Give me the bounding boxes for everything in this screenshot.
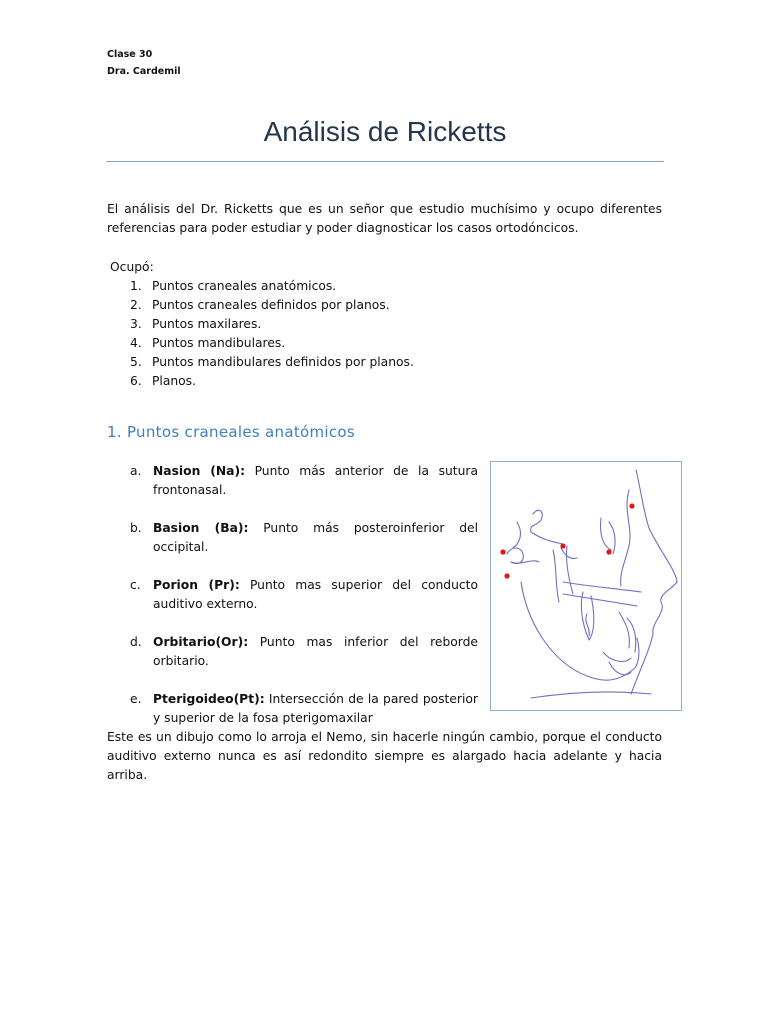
list-item (130, 296, 414, 315)
definition-text: Punto más anterior de la sutura frontonasal. (153, 464, 478, 497)
definition-list (130, 462, 478, 747)
definition-term: Nasion (Na): (153, 464, 246, 478)
cephalometric-figure (490, 461, 682, 711)
list-text: Puntos mandibulares definidos por planos. (152, 355, 414, 370)
definition-letter: e. (130, 692, 142, 706)
definition-term: Pterigoideo(Pt): (153, 692, 265, 706)
page-title: Análisis de Ricketts (263, 116, 507, 147)
ocupo-label: Ocupó: (110, 260, 154, 274)
list-item (130, 334, 414, 353)
definition-item-basion (130, 519, 478, 557)
definition-term: Orbitario(Or): (153, 635, 249, 649)
list-number: 1. (130, 279, 142, 293)
definition-letter: d. (130, 635, 142, 649)
instructor-label: Dra. Cardemil (107, 66, 181, 77)
list-text: Puntos mandibulares. (152, 336, 286, 351)
list-item (130, 315, 414, 334)
list-item (130, 353, 414, 372)
list-number: 6. (130, 374, 142, 389)
pterigoideo-point (560, 543, 565, 548)
list-number: 5. (130, 355, 142, 370)
list-text: Planos. (152, 374, 196, 389)
definition-text: Punto más posteroinferior del occipital. (153, 521, 478, 554)
definition-text: Punto mas inferior del reborde orbitario. (153, 635, 478, 668)
section-heading: 1. Puntos craneales anatómicos (107, 423, 355, 441)
definition-text: Punto mas superior del conducto auditivo externo. (153, 578, 478, 611)
basion-point (504, 573, 509, 578)
intro-paragraph: El análisis del Dr. Ricketts que es un señor que estudio muchísimo y ocupo diferentes referencias para poder estudiar y poder diagnosticar los casos ortodóncicos. (107, 202, 662, 235)
list-text: Puntos craneales anatómicos. (152, 279, 337, 293)
porion-point (500, 549, 505, 554)
title-divider (106, 161, 664, 162)
cephalometric-tracing-icon (491, 462, 681, 710)
nasion-point (629, 503, 634, 508)
document-header (107, 46, 181, 80)
definition-text: Intersección de la pared posterior y superior de la fosa pterigomaxilar (153, 692, 478, 725)
definition-item-orbitario (130, 633, 478, 671)
definition-item-pterigoideo (130, 690, 478, 728)
list-number: 3. (130, 317, 142, 332)
list-item (130, 372, 414, 391)
list-text: Puntos maxilares. (152, 317, 262, 332)
orbitario-point (606, 549, 611, 554)
definition-term: Porion (Pr): (153, 578, 240, 592)
closing-paragraph: Este es un dibujo como lo arroja el Nemo, sin hacerle ningún cambio, porque el conducto auditivo externo nunca es así redondito siempre es alargado hacia adelante y hacia arriba. (107, 730, 662, 782)
definition-item-porion (130, 576, 478, 614)
ocupo-list (130, 277, 414, 392)
list-item (130, 277, 414, 296)
definition-item-nasion (130, 462, 478, 500)
list-text: Puntos craneales definidos por planos. (152, 298, 390, 313)
definition-letter: b. (130, 521, 142, 535)
course-label: Clase 30 (107, 49, 153, 60)
definition-letter: a. (130, 464, 142, 478)
definition-term: Basion (Ba): (153, 521, 249, 535)
list-number: 2. (130, 298, 142, 313)
list-number: 4. (130, 336, 142, 351)
definition-letter: c. (130, 578, 141, 592)
